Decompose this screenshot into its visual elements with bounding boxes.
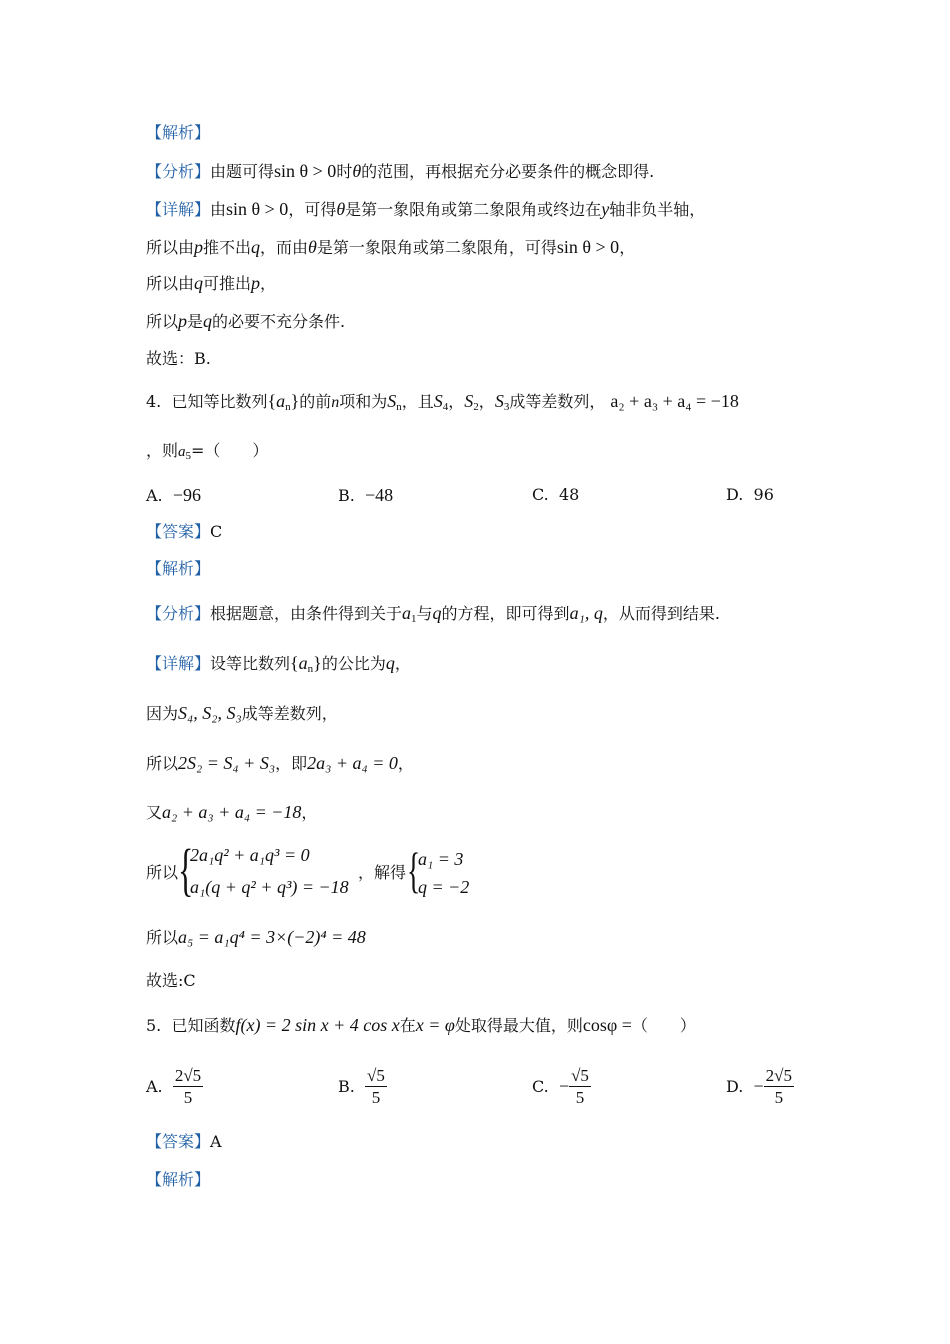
solution-line [146, 236, 635, 259]
option-b: B. −48 [338, 485, 394, 505]
formula: $S_4$ [433, 391, 449, 413]
system-label: 所以 [146, 863, 179, 882]
formula: p [178, 311, 188, 331]
text: ，且 [401, 392, 434, 411]
formula: θ [352, 161, 362, 181]
text: 的范围，再根据充分必要条件的概念即得. [361, 162, 655, 181]
text: ， [397, 754, 414, 773]
text: 根据题意，由条件得到关于 [210, 604, 403, 623]
formula: x = φ [415, 1015, 455, 1035]
text: 所以由 [146, 238, 195, 257]
solution-line [146, 702, 338, 725]
text: 处取得最大值，则 [454, 1016, 583, 1035]
text: 所以 [146, 754, 179, 773]
formula: θ [308, 237, 317, 257]
formula: θ [336, 199, 346, 219]
text: 所以由 [146, 274, 195, 293]
formula: q [194, 273, 204, 293]
text: ，而由 [260, 238, 309, 257]
text: 已知函数 [171, 1016, 236, 1035]
answer-value: C [210, 522, 223, 541]
formula: sin θ > 0 [556, 237, 620, 257]
formula: $\{a_n\}$ [290, 653, 322, 675]
text: （ ） [631, 1016, 696, 1035]
xiangjie-line [146, 198, 705, 221]
text: 轴非负半轴， [609, 200, 706, 219]
xiangjie-tag: 【详解】 [146, 654, 211, 673]
formula: 2S₂ = S₄ + S₃ [178, 753, 276, 773]
solution-line [146, 926, 366, 949]
formula: sin θ > 0 [226, 199, 289, 219]
question-5 [146, 1014, 696, 1037]
text: 在 [399, 1016, 416, 1035]
answer-line [146, 521, 222, 543]
answer-line [146, 1131, 222, 1153]
fenxi-tag: 【分析】 [146, 162, 211, 181]
text: 的必要不充分条件. [212, 312, 346, 331]
answer-tag: 【答案】 [146, 522, 211, 541]
choice-line: 故选:C [146, 971, 196, 990]
question-number: 5. [146, 1016, 162, 1035]
formula: $S_3$ [494, 391, 510, 413]
answer-value: A [210, 1132, 222, 1151]
option-a: A. −96 [146, 485, 201, 505]
formula: q [432, 603, 442, 623]
text: ， [260, 274, 277, 293]
text: =（ ） [191, 441, 269, 460]
text: 可推出 [203, 274, 252, 293]
text: 项和为 [339, 392, 388, 411]
option-b: B. $\frac{√5}{5}$ [338, 1066, 385, 1107]
formula: 2a₃ + a₄ = 0 [307, 753, 398, 773]
equation: a₁(q + q² + q³) = −18 [190, 877, 349, 897]
formula: $S_n$ [387, 391, 402, 413]
text: 由 [210, 200, 227, 219]
formula: f(x) = 2 sin x + 4 cos x [235, 1015, 400, 1035]
text: 成等差数列， [509, 392, 606, 411]
xiangjie-line [146, 652, 411, 680]
formula: $a_5$ [178, 444, 192, 462]
text: 因为 [146, 704, 179, 723]
analysis-heading: 【解析】 [146, 559, 211, 578]
question-4-line2 [146, 440, 268, 467]
equation: q = −2 [418, 877, 470, 897]
formula: n [331, 394, 340, 411]
text: ，则 [146, 441, 179, 460]
formula: $S_2$ [464, 391, 479, 413]
formula: a₅ = a₁q⁴ = 3×(−2)⁴ = 48 [178, 927, 366, 947]
formula: q [251, 237, 261, 257]
solution-line [146, 272, 276, 295]
text: ， [394, 654, 411, 673]
choice-line: 故选：B. [146, 349, 211, 368]
formula: y [601, 199, 610, 219]
formula: a₂ + a₃ + a₄ = −18 [610, 391, 739, 411]
option-c: C. 48 [532, 485, 580, 504]
option-a: A. $\frac{2√5}{5}$ [146, 1066, 202, 1107]
text: 的方程，即可得到 [441, 604, 570, 623]
text: 设等比数列 [210, 654, 291, 673]
text: 是 [187, 312, 204, 331]
formula: q [203, 311, 213, 331]
formula: S₄, S₂, S₃ [178, 703, 242, 723]
text: 已知等比数列 [171, 392, 268, 411]
text: ，从而得到结果. [602, 604, 720, 623]
xiangjie-tag: 【详解】 [146, 200, 211, 219]
formula: $\{a_n\}$ [267, 391, 300, 413]
formula: p [194, 237, 204, 257]
formula: a₁, q [569, 603, 603, 623]
text: ， [301, 803, 318, 822]
formula: $a_1$ [402, 603, 417, 625]
formula: a₂ + a₃ + a₄ = −18 [162, 802, 302, 822]
text: 与 [416, 604, 433, 623]
text: 是第一象限角或第二象限角或终边在 [345, 200, 602, 219]
equation: a₁ = 3 [418, 849, 464, 869]
text: 成等差数列， [241, 704, 338, 723]
analysis-heading: 【解析】 [146, 1170, 211, 1189]
text: ， [619, 238, 636, 257]
text: 的公比为 [321, 654, 386, 673]
text: 所以 [146, 312, 179, 331]
equation: 2a₁q² + a₁q³ = 0 [190, 845, 310, 865]
text: ，可得 [288, 200, 337, 219]
solution-line [146, 801, 317, 824]
text: 是第一象限角或第二象限角，可得 [316, 238, 557, 257]
text: 推不出 [203, 238, 252, 257]
solution-line [146, 310, 345, 333]
question-number: 4. [146, 392, 162, 411]
text: ，即 [275, 754, 308, 773]
fenxi-line [146, 602, 720, 630]
solution-line [146, 752, 414, 775]
left-brace: { [407, 842, 421, 898]
text: 的前 [299, 392, 332, 411]
text: 所以 [146, 928, 179, 947]
text: ，解得 [358, 863, 407, 882]
text: 又 [146, 803, 163, 822]
question-4: 4. 已知等比数列$\{a_n\}$的前n项和为$S_n$，且$S_4$，$S_2$，$S_3$成等差数列， a₂ + a₃ + a₄ = −18 [146, 391, 739, 413]
text: 时 [336, 162, 353, 181]
formula: p [251, 273, 261, 293]
text: 由题可得 [210, 162, 275, 181]
analysis-heading: 【解析】 [146, 123, 211, 142]
formula: sin θ > 0 [274, 161, 337, 181]
left-brace: { [178, 837, 194, 902]
option-d: D. 96 [726, 485, 774, 504]
formula: q [385, 653, 395, 673]
fenxi-line [146, 160, 654, 183]
option-c: C. − $\frac{√5}{5}$ [532, 1066, 589, 1107]
fenxi-tag: 【分析】 [146, 604, 211, 623]
option-d: D. − $\frac{2√5}{5}$ [726, 1066, 793, 1107]
answer-tag: 【答案】 [146, 1132, 211, 1151]
formula: cosφ = [582, 1015, 632, 1035]
